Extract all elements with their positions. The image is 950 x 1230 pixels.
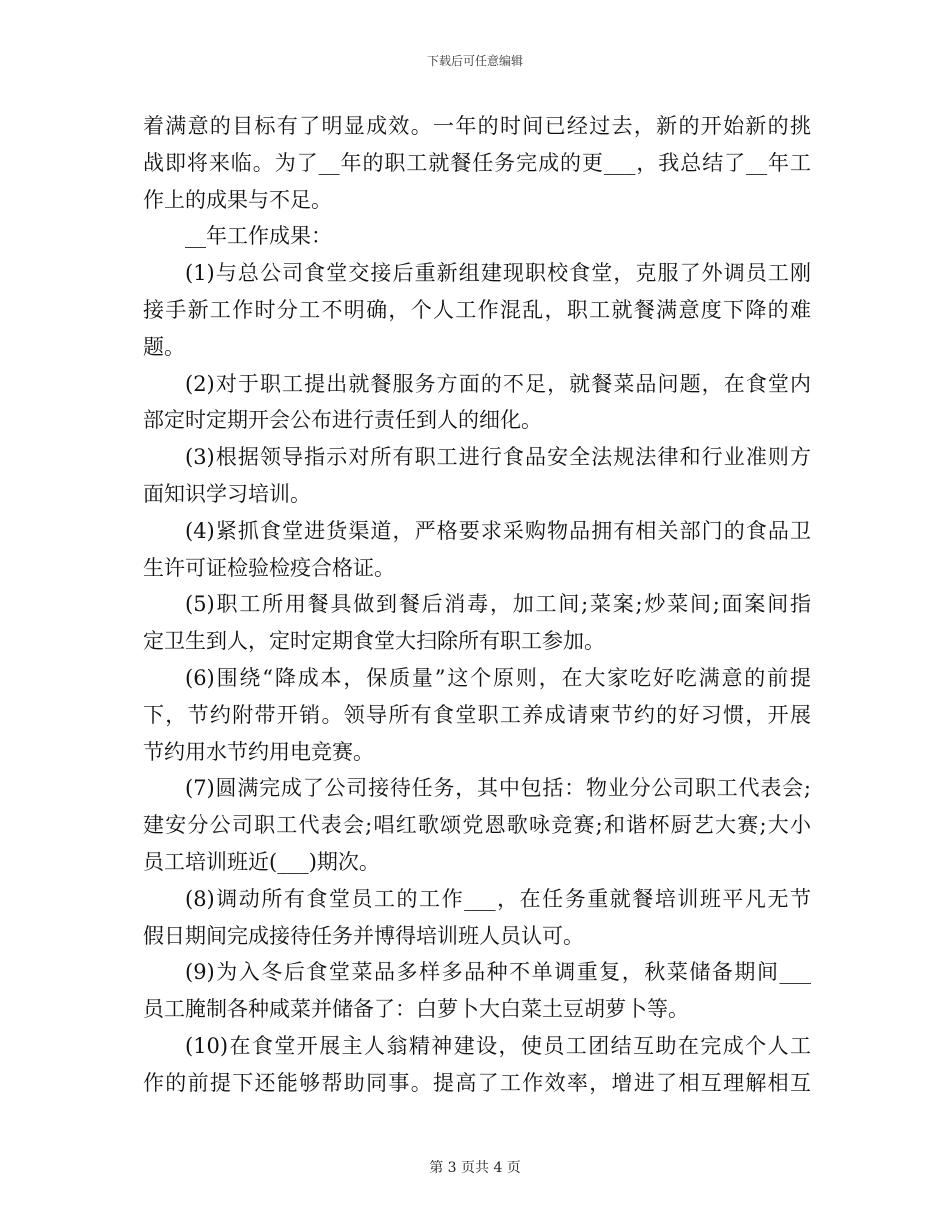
text-line: (4)紧抓食堂进货渠道，严格要求采购物品拥有相关部门的食品卫 — [185, 518, 811, 543]
text-line: 建安分公司职工代表会;唱红歌颂党恩歌咏竞赛;和谐杯厨艺大赛;大小 — [143, 813, 811, 838]
paragraph — [143, 255, 811, 365]
page-header: 下载后可任意编辑 — [426, 54, 523, 68]
text-line: 作的前提下还能够帮助同事。提高了工作效率，增进了相互理解相互 — [143, 1070, 811, 1095]
paragraph — [143, 366, 811, 440]
text-line: 作上的成果与不足。 — [143, 187, 332, 212]
text-line: 接手新工作时分工不明确，个人工作混乱，职工就餐满意度下降的难 — [143, 297, 811, 322]
text-line: 假日期间完成接待任务并博得培训班人员认可。 — [143, 923, 584, 948]
text-line: (5)职工所用餐具做到餐后消毒，加工间;菜案;炒菜间;面案间指 — [185, 592, 811, 617]
paragraph — [143, 660, 811, 770]
paragraph — [143, 1028, 811, 1102]
document-body — [143, 108, 811, 1102]
text-line: (10)在食堂开展主人翁精神建设，使员工团结互助在完成个人工 — [185, 1033, 811, 1058]
text-line: 战即将来临。为了__年的职工就餐任务完成的更___，我总结了__年工 — [143, 150, 811, 175]
text-line: 部定时定期开会公布进行责任到人的细化。 — [143, 408, 542, 433]
text-line: 着满意的目标有了明显成效。一年的时间已经过去，新的开始新的挑 — [143, 114, 811, 138]
text-line: (1)与总公司食堂交接后重新组建现职校食堂，克服了外调员工刚 — [185, 261, 811, 286]
page-footer: 第 3 页共 4 页 — [429, 1160, 521, 1176]
text-line: 生许可证检验检疫合格证。 — [143, 555, 395, 580]
text-line: __年工作成果： — [185, 224, 332, 249]
text-line: 定卫生到人，定时定期食堂大扫除所有职工参加。 — [143, 629, 605, 654]
text-line: 题。 — [143, 334, 185, 359]
paragraph — [143, 513, 811, 587]
paragraph — [143, 954, 811, 1028]
paragraph — [143, 439, 811, 513]
text-line: (2)对于职工提出就餐服务方面的不足，就餐菜品问题，在食堂内 — [185, 371, 811, 396]
text-line: (3)根据领导指示对所有职工进行食品安全法规法律和行业准则方 — [185, 445, 811, 470]
text-line: (7)圆满完成了公司接待任务，其中包括：物业分公司职工代表会; — [185, 776, 811, 801]
text-line: (9)为入冬后食堂菜品多样多品种不单调重复，秋菜储备期间___ — [185, 960, 811, 985]
text-line: 下，节约附带开销。领导所有食堂职工养成请柬节约的好习惯，开展 — [143, 702, 811, 727]
paragraph — [143, 770, 811, 880]
paragraph — [143, 218, 811, 255]
text-line: (8)调动所有食堂员工的工作___，在任务重就餐培训班平凡无节 — [185, 886, 811, 911]
text-line: 面知识学习培训。 — [143, 481, 311, 506]
text-line: 员工腌制各种咸菜并储备了：白萝卜大白菜土豆胡萝卜等。 — [143, 997, 689, 1022]
text-line: 节约用水节约用电竞赛。 — [143, 739, 374, 764]
text-line: 员工培训班近(___)期次。 — [143, 849, 380, 874]
text-line: (6)围绕“降成本，保质量”这个原则，在大家吃好吃满意的前提 — [185, 665, 811, 690]
paragraph — [143, 108, 811, 218]
paragraph — [143, 881, 811, 955]
paragraph — [143, 586, 811, 660]
